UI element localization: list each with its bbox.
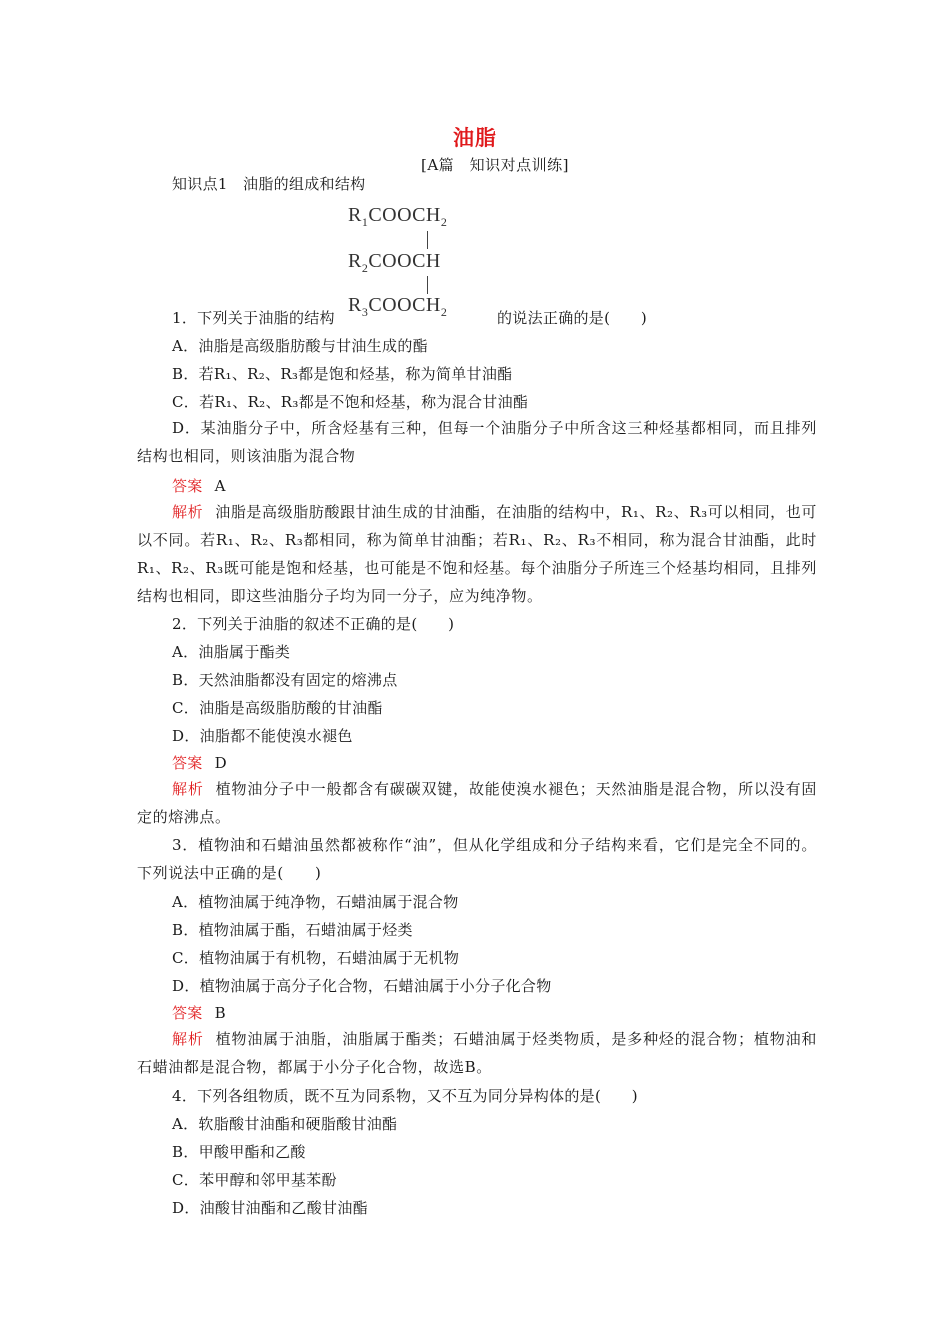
q3-stem: 3．植物油和石蜡油虽然都被称作“油”，但从化学组成和分子结构来看，它们是完全不同的。下列说法中正确的是( ) (137, 836, 817, 882)
answer-value: A (214, 477, 226, 495)
q1-option-c: C．若R₁、R₂、R₃都是不饱和烃基，称为混合甘油酯 (172, 393, 529, 411)
q2-option-d: D．油脂都不能使溴水褪色 (172, 727, 353, 745)
formula-row-3: $R_3COOCH_2$ (348, 294, 448, 319)
knowledge-point-heading: 知识点1 油脂的组成和结构 (172, 175, 366, 193)
q4-option-a: A．软脂酸甘油酯和硬脂酸甘油酯 (172, 1115, 398, 1133)
analysis-label: 解析 (172, 1030, 204, 1048)
q4-option-b: B．甲酸甲酯和乙酸 (172, 1143, 306, 1161)
q2-stem: 2．下列关于油脂的叙述不正确的是( ) (172, 615, 455, 633)
q1-option-d: D．某油脂分子中，所含烃基有三种，但每一个油脂分子中所含这三种烃基都相同，而且排列结构也相同，则该油脂为混合物 (137, 419, 817, 465)
q2-option-c: C．油脂是高级脂肪酸的甘油酯 (172, 699, 383, 717)
q3-option-b: B．植物油属于酯，石蜡油属于烃类 (172, 921, 413, 939)
q3-option-a: A．植物油属于纯净物，石蜡油属于混合物 (172, 893, 459, 911)
answer-label: 答案 (172, 1004, 203, 1022)
q1-option-a: A．油脂是高级脂肪酸与甘油生成的酯 (172, 337, 428, 355)
q2-option-b: B．天然油脂都没有固定的熔沸点 (172, 671, 398, 689)
triglyceride-formula (348, 200, 488, 328)
section-subtitle: [A篇 知识对点训练] (420, 156, 570, 174)
answer-label: 答案 (172, 477, 203, 495)
q2-answer (172, 753, 227, 773)
q1-answer (172, 476, 226, 496)
formula-bond-2 (427, 276, 428, 294)
q1-stem-part1: 1．下列关于油脂的结构 (172, 309, 335, 327)
answer-value: D (214, 754, 227, 772)
q2-option-a: A．油脂属于酯类 (172, 643, 291, 661)
analysis-text: 油脂是高级脂肪酸跟甘油生成的甘油酯，在油脂的结构中，R₁、R₂、R₃可以相同，也可以不同。若R₁、R₂、R₃都相同，称为简单甘油酯；若R₁、R₂、R₃不相同，称为混合甘油酯，此时R₁、R₂、R₃既可能是饱和烃基，也可能是不饱和烃基。每个油脂分子所连三个烃基均相同，且排列结构也相同，即这些油脂分子均为同一分子，应为纯净物。 (137, 503, 817, 605)
analysis-text: 植物油属于油脂，油脂属于酯类；石蜡油属于烃类物质，是多种烃的混合物；植物油和石蜡油都是混合物，都属于小分子化合物，故选B。 (137, 1030, 817, 1076)
formula-row-2: $R_2COOCH$ (348, 250, 441, 275)
q2-analysis (137, 775, 817, 831)
q1-analysis (137, 498, 817, 610)
page-title: 油脂 (453, 126, 497, 150)
q3-analysis (137, 1025, 817, 1081)
formula-bond-1 (427, 231, 428, 249)
analysis-label: 解析 (172, 503, 204, 521)
q1-stem-part2: 的说法正确的是( ) (497, 309, 648, 327)
q4-option-c: C．苯甲醇和邻甲基苯酚 (172, 1171, 337, 1189)
q4-stem: 4．下列各组物质，既不互为同系物，又不互为同分异构体的是( ) (172, 1087, 638, 1105)
q3-answer (172, 1003, 226, 1023)
answer-value: B (214, 1004, 226, 1022)
q4-option-d: D．油酸甘油酯和乙酸甘油酯 (172, 1199, 368, 1217)
q1-option-b: B．若R₁、R₂、R₃都是饱和烃基，称为简单甘油酯 (172, 365, 513, 383)
answer-label: 答案 (172, 754, 203, 772)
q3-option-c: C．植物油属于有机物，石蜡油属于无机物 (172, 949, 460, 967)
analysis-text: 植物油分子中一般都含有碳碳双键，故能使溴水褪色；天然油脂是混合物，所以没有固定的熔沸点。 (137, 780, 817, 826)
analysis-label: 解析 (172, 780, 204, 798)
q3-option-d: D．植物油属于高分子化合物，石蜡油属于小分子化合物 (172, 977, 552, 995)
formula-row-1: $R_1COOCH_2$ (348, 204, 448, 229)
